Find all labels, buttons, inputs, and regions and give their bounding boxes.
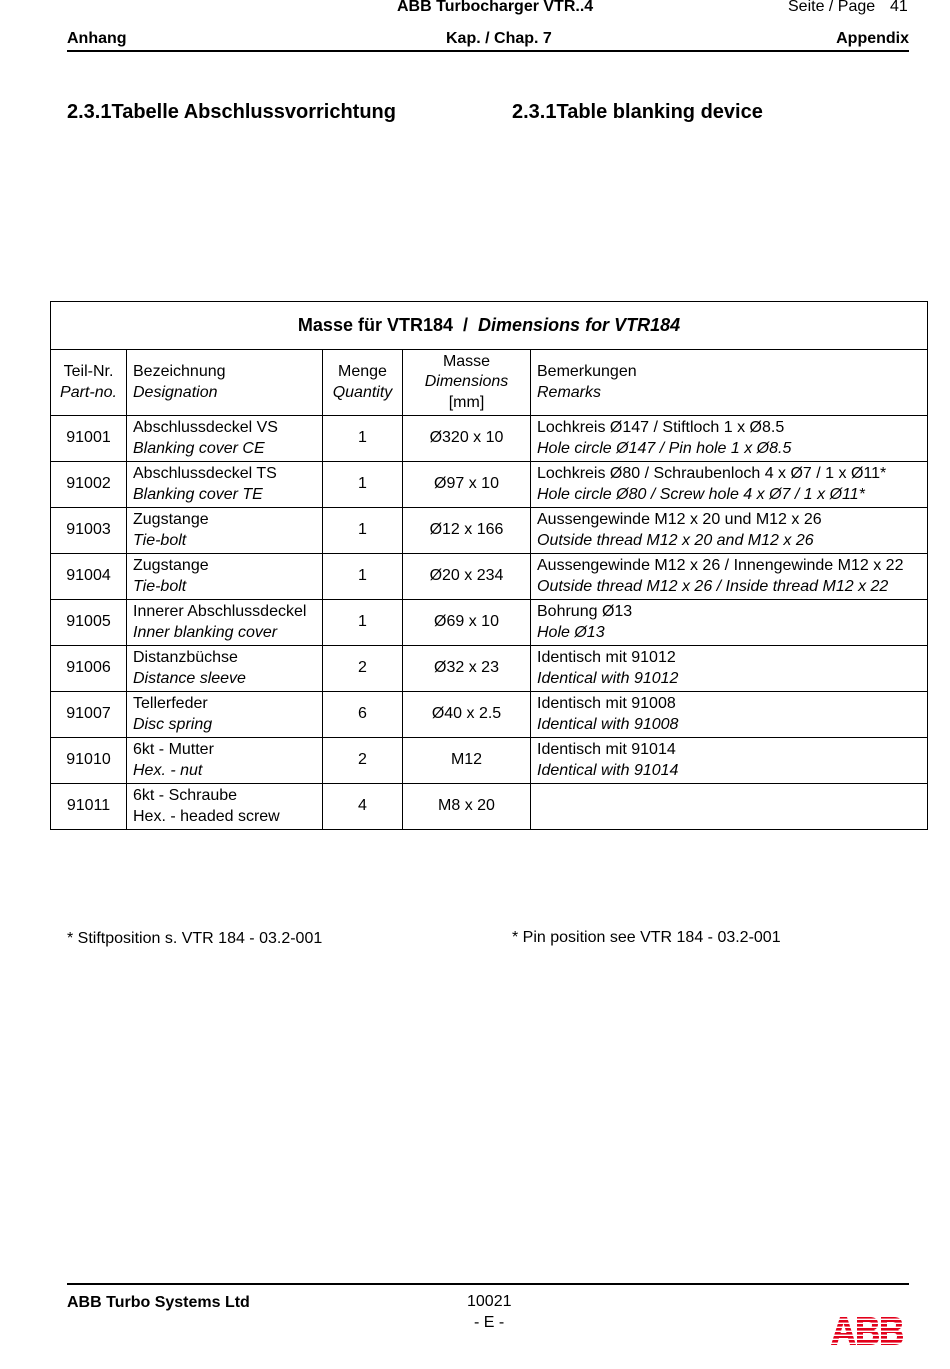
quantity: 4: [323, 784, 403, 830]
table-row: [51, 600, 928, 646]
col-header-designation-en: Designation: [133, 383, 218, 401]
designation-en: Blanking cover CE: [133, 439, 265, 457]
dimensions: Ø12 x 166: [403, 508, 531, 554]
designation-en: Tie-bolt: [133, 531, 187, 549]
col-header-part: [51, 350, 127, 416]
designation-de: Innerer Abschlussdeckel: [133, 603, 307, 620]
designation-de: Abschlussdeckel TS: [133, 465, 277, 482]
designation: [127, 416, 323, 462]
section-title-en-text: Table blanking device: [556, 101, 763, 123]
header-left-anhang: Anhang: [67, 30, 127, 47]
dimensions: M8 x 20: [403, 784, 531, 830]
remarks: [531, 462, 928, 508]
dimensions: Ø20 x 234: [403, 554, 531, 600]
part-number: 91005: [51, 600, 127, 646]
designation: [127, 646, 323, 692]
table-row: [51, 738, 928, 784]
col-header-remarks-de: Bemerkungen: [537, 363, 637, 380]
page-label: Seite / Page: [788, 0, 876, 15]
designation-de: Zugstange: [133, 557, 209, 574]
quantity: 2: [323, 738, 403, 784]
dimensions: Ø97 x 10: [403, 462, 531, 508]
table-title-en: Dimensions for VTR184: [478, 315, 681, 336]
footer-rule: [67, 1283, 909, 1285]
dimensions: Ø69 x 10: [403, 600, 531, 646]
designation-de: Distanzbüchse: [133, 649, 238, 666]
dimensions: Ø320 x 10: [403, 416, 531, 462]
remarks-en: Outside thread M12 x 20 and M12 x 26: [537, 531, 814, 549]
table-title-de: Masse für VTR184: [297, 315, 453, 336]
table-title: [51, 302, 928, 350]
designation-en: Inner blanking cover: [133, 623, 278, 641]
table-header-row: [51, 350, 928, 416]
remarks-en: Identical with 91008: [537, 715, 679, 733]
col-header-quantity-en: Quantity: [332, 383, 393, 401]
table-title-separator: /: [463, 315, 469, 336]
designation-de: Tellerfeder: [133, 695, 208, 712]
col-header-quantity-de: Menge: [338, 363, 387, 380]
header-right-appendix: Appendix: [836, 30, 909, 47]
remarks: [531, 600, 928, 646]
footer-language: - E -: [474, 1314, 505, 1331]
designation-en: Hex. - nut: [133, 761, 203, 779]
remarks-en: Identical with 91012: [537, 669, 679, 687]
designation-en: Distance sleeve: [133, 669, 246, 687]
remarks-de: Identisch mit 91012: [537, 649, 676, 666]
remarks: [531, 508, 928, 554]
remarks-en: Hole circle Ø147 / Pin hole 1 x Ø8.5: [537, 439, 792, 457]
remarks-de: Lochkreis Ø80 / Schraubenloch 4 x Ø7 / 1 x Ø11*: [537, 465, 887, 482]
dimensions: M12: [403, 738, 531, 784]
remarks: [531, 554, 928, 600]
remarks-en: Identical with 91014: [537, 761, 679, 779]
dimensions: Ø32 x 23: [403, 646, 531, 692]
remarks: [531, 692, 928, 738]
designation-de: 6kt - Schraube: [133, 787, 238, 804]
remarks-en: Hole circle Ø80 / Screw hole 4 x Ø7 / 1 x Ø11*: [537, 485, 865, 503]
designation: [127, 462, 323, 508]
designation: [127, 784, 323, 830]
designation: [127, 692, 323, 738]
remarks-de: Aussengewinde M12 x 26 / Innengewinde M12 x 22: [537, 557, 904, 574]
quantity: 1: [323, 600, 403, 646]
designation: [127, 600, 323, 646]
table-row: [51, 462, 928, 508]
remarks-de: Identisch mit 91008: [537, 695, 676, 712]
quantity: 1: [323, 554, 403, 600]
table-title-row: [51, 302, 928, 350]
table-row: [51, 554, 928, 600]
col-header-designation: [127, 350, 323, 416]
table-row: [51, 784, 928, 830]
dimensions: Ø40 x 2.5: [403, 692, 531, 738]
footer-company: ABB Turbo Systems Ltd: [67, 1294, 250, 1311]
designation: [127, 508, 323, 554]
abb-logo-icon: [830, 1316, 906, 1346]
col-header-part-en: Part-no.: [60, 383, 117, 401]
footnote-de: * Stiftposition s. VTR 184 - 03.2-001: [67, 930, 323, 947]
table-row: [51, 692, 928, 738]
part-number: 91003: [51, 508, 127, 554]
quantity: 1: [323, 462, 403, 508]
remarks-en: Outside thread M12 x 26 / Inside thread M12 x 22: [537, 577, 889, 595]
blanking-device-table: [50, 301, 928, 830]
page-number: 41: [890, 0, 908, 15]
remarks-de: Bohrung Ø13: [537, 603, 633, 620]
remarks: [531, 784, 928, 830]
col-header-quantity: [323, 350, 403, 416]
col-header-dimensions-unit: [mm]: [448, 393, 485, 411]
designation-de: Abschlussdeckel VS: [133, 419, 278, 436]
section-number-en: 2.3.1: [512, 101, 557, 123]
section-title-en: [512, 101, 763, 124]
quantity: 2: [323, 646, 403, 692]
part-number: 91002: [51, 462, 127, 508]
col-header-part-de: Teil-Nr.: [63, 363, 114, 380]
table-row: [51, 508, 928, 554]
document-product-title: ABB Turbocharger VTR..4: [397, 0, 594, 15]
remarks-de: Aussengewinde M12 x 20 und M12 x 26: [537, 511, 822, 528]
designation-en: Hex. - headed screw: [133, 807, 280, 825]
footnote-en: * Pin position see VTR 184 - 03.2-001: [512, 929, 781, 946]
header-chapter: Kap. / Chap. 7: [446, 30, 552, 47]
remarks-de: Identisch mit 91014: [537, 741, 676, 758]
section-title-de: 2.3.1Tabelle Abschlussvorrichtung: [67, 101, 396, 123]
quantity: 6: [323, 692, 403, 738]
remarks-de: Lochkreis Ø147 / Stiftloch 1 x Ø8.5: [537, 419, 785, 436]
designation: [127, 554, 323, 600]
designation-de: Zugstange: [133, 511, 209, 528]
remarks: [531, 646, 928, 692]
part-number: 91011: [51, 784, 127, 830]
part-number: 91010: [51, 738, 127, 784]
part-number: 91004: [51, 554, 127, 600]
col-header-remarks: [531, 350, 928, 416]
designation: [127, 738, 323, 784]
table-row: [51, 646, 928, 692]
part-number: 91006: [51, 646, 127, 692]
col-header-dimensions-en: Dimensions: [424, 373, 509, 391]
quantity: 1: [323, 508, 403, 554]
remarks: [531, 416, 928, 462]
remarks-en: Hole Ø13: [537, 623, 605, 641]
designation-en: Disc spring: [133, 715, 213, 733]
remarks: [531, 738, 928, 784]
designation-de: 6kt - Mutter: [133, 741, 214, 758]
header-rule: [67, 50, 909, 52]
col-header-remarks-en: Remarks: [537, 383, 602, 401]
quantity: 1: [323, 416, 403, 462]
designation-en: Tie-bolt: [133, 577, 187, 595]
part-number: 91007: [51, 692, 127, 738]
col-header-designation-de: Bezeichnung: [133, 363, 226, 380]
footer-doc-number: 10021: [467, 1293, 512, 1310]
col-header-dimensions: [403, 350, 531, 416]
part-number: 91001: [51, 416, 127, 462]
col-header-dimensions-de: Masse: [442, 352, 491, 370]
table-row: [51, 416, 928, 462]
designation-en: Blanking cover TE: [133, 485, 263, 503]
